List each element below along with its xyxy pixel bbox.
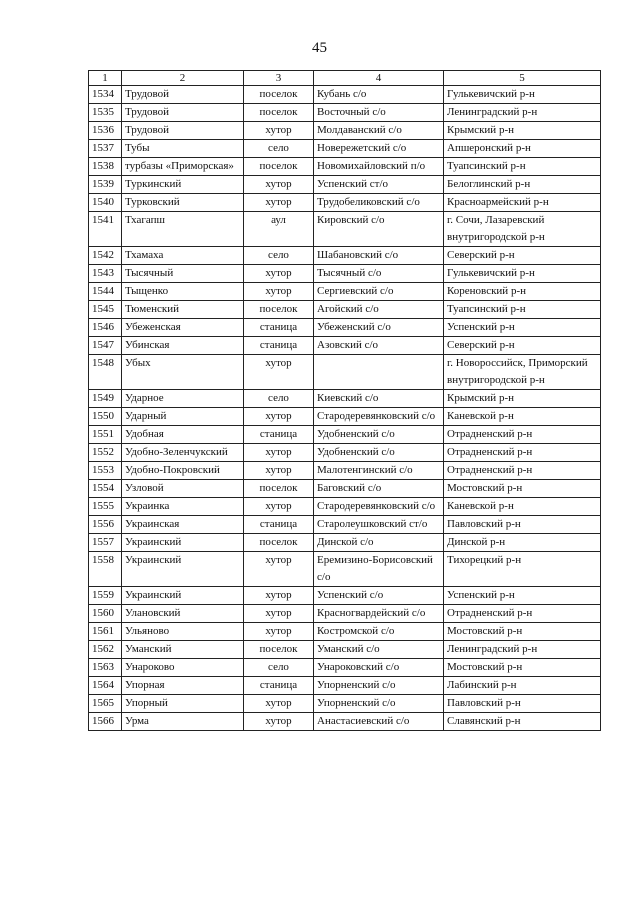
council-cell: Упорненский с/о — [314, 677, 444, 695]
row-number-cell: 1557 — [89, 534, 122, 552]
row-number-cell: 1546 — [89, 319, 122, 337]
district-cell: Северский р-н — [444, 247, 601, 265]
settlement-type-cell: хутор — [244, 444, 314, 462]
council-cell: Еремизино-Борисовский с/о — [314, 552, 444, 587]
row-number-cell: 1564 — [89, 677, 122, 695]
settlement-name-cell: Удобная — [122, 426, 244, 444]
council-cell: Костромской с/о — [314, 623, 444, 641]
council-cell: Новомихайловский п/о — [314, 158, 444, 176]
council-cell: Шабановский с/о — [314, 247, 444, 265]
settlement-name-cell: Убых — [122, 355, 244, 390]
council-cell: Унароковский с/о — [314, 659, 444, 677]
table-row — [89, 677, 601, 695]
row-number-cell: 1547 — [89, 337, 122, 355]
settlement-type-cell: станица — [244, 319, 314, 337]
row-number-cell: 1560 — [89, 605, 122, 623]
row-number-cell: 1544 — [89, 283, 122, 301]
settlement-type-cell: хутор — [244, 265, 314, 283]
council-cell: Успенский ст/о — [314, 176, 444, 194]
council-cell: Агойский с/о — [314, 301, 444, 319]
row-number-cell: 1554 — [89, 480, 122, 498]
settlement-type-cell: хутор — [244, 283, 314, 301]
table-row — [89, 176, 601, 194]
table-row — [89, 140, 601, 158]
district-cell: Красноармейский р-н — [444, 194, 601, 212]
row-number-cell: 1550 — [89, 408, 122, 426]
table-row — [89, 498, 601, 516]
column-header: 1 — [89, 71, 122, 86]
district-cell: Гулькевичский р-н — [444, 265, 601, 283]
district-cell: Павловский р-н — [444, 516, 601, 534]
settlement-name-cell: Ульяново — [122, 623, 244, 641]
table-row — [89, 122, 601, 140]
settlement-name-cell: Ударный — [122, 408, 244, 426]
table-row — [89, 247, 601, 265]
column-header: 4 — [314, 71, 444, 86]
row-number-cell: 1549 — [89, 390, 122, 408]
settlement-name-cell: Убинская — [122, 337, 244, 355]
settlement-type-cell: поселок — [244, 534, 314, 552]
settlement-type-cell: село — [244, 659, 314, 677]
district-cell: Отрадненский р-н — [444, 444, 601, 462]
column-header: 5 — [444, 71, 601, 86]
council-cell: Стародеревянковский с/о — [314, 498, 444, 516]
district-cell: Каневской р-н — [444, 498, 601, 516]
settlement-name-cell: Тхамаха — [122, 247, 244, 265]
district-cell: Мостовский р-н — [444, 623, 601, 641]
council-cell: Тысячный с/о — [314, 265, 444, 283]
settlement-type-cell: хутор — [244, 623, 314, 641]
table-row — [89, 659, 601, 677]
settlement-name-cell: Украинская — [122, 516, 244, 534]
district-cell: Туапсинский р-н — [444, 158, 601, 176]
council-cell: Азовский с/о — [314, 337, 444, 355]
settlement-name-cell: Уманский — [122, 641, 244, 659]
district-cell: г. Сочи, Лазаревский внутригородской р-н — [444, 212, 601, 247]
district-cell: Ленинградский р-н — [444, 641, 601, 659]
settlement-type-cell: хутор — [244, 587, 314, 605]
council-cell: Баговский с/о — [314, 480, 444, 498]
settlement-type-cell: хутор — [244, 695, 314, 713]
settlement-name-cell: турбазы «Приморская» — [122, 158, 244, 176]
settlement-name-cell: Удобно-Зеленчукский — [122, 444, 244, 462]
settlement-type-cell: поселок — [244, 301, 314, 319]
settlement-type-cell: хутор — [244, 552, 314, 587]
council-cell: Стародеревянковский с/о — [314, 408, 444, 426]
row-number-cell: 1543 — [89, 265, 122, 283]
row-number-cell: 1562 — [89, 641, 122, 659]
district-cell: Северский р-н — [444, 337, 601, 355]
row-number-cell: 1563 — [89, 659, 122, 677]
settlement-type-cell: поселок — [244, 104, 314, 122]
settlement-name-cell: Упорный — [122, 695, 244, 713]
table-row — [89, 641, 601, 659]
settlement-name-cell: Трудовой — [122, 122, 244, 140]
settlement-type-cell: хутор — [244, 355, 314, 390]
table-row — [89, 408, 601, 426]
settlement-name-cell: Удобно-Покровский — [122, 462, 244, 480]
settlement-type-cell: село — [244, 247, 314, 265]
district-cell: Мостовский р-н — [444, 480, 601, 498]
settlement-type-cell: станица — [244, 337, 314, 355]
table-row — [89, 283, 601, 301]
table-row — [89, 713, 601, 731]
settlement-type-cell: хутор — [244, 408, 314, 426]
council-cell: Успенский с/о — [314, 587, 444, 605]
settlement-name-cell: Тюменский — [122, 301, 244, 319]
district-cell: Белоглинский р-н — [444, 176, 601, 194]
council-cell — [314, 355, 444, 390]
district-cell: Апшеронский р-н — [444, 140, 601, 158]
district-cell: Динской р-н — [444, 534, 601, 552]
council-cell: Кировский с/о — [314, 212, 444, 247]
row-number-cell: 1551 — [89, 426, 122, 444]
district-cell: Каневской р-н — [444, 408, 601, 426]
settlement-name-cell: Тыщенко — [122, 283, 244, 301]
settlement-type-cell: поселок — [244, 158, 314, 176]
table-row — [89, 462, 601, 480]
table-row — [89, 337, 601, 355]
settlement-type-cell: поселок — [244, 86, 314, 104]
settlement-name-cell: Урма — [122, 713, 244, 731]
row-number-cell: 1536 — [89, 122, 122, 140]
settlement-type-cell: хутор — [244, 713, 314, 731]
settlement-name-cell: Трудовой — [122, 86, 244, 104]
table-row — [89, 587, 601, 605]
table-row — [89, 319, 601, 337]
council-cell: Малотенгинский с/о — [314, 462, 444, 480]
settlement-name-cell: Тысячный — [122, 265, 244, 283]
table-row — [89, 444, 601, 462]
council-cell: Трудобеликовский с/о — [314, 194, 444, 212]
row-number-cell: 1553 — [89, 462, 122, 480]
settlements-table — [88, 70, 601, 731]
district-cell: Отрадненский р-н — [444, 462, 601, 480]
district-cell: Гулькевичский р-н — [444, 86, 601, 104]
row-number-cell: 1555 — [89, 498, 122, 516]
council-cell: Анастасиевский с/о — [314, 713, 444, 731]
settlement-type-cell: село — [244, 390, 314, 408]
settlement-type-cell: хутор — [244, 605, 314, 623]
settlement-name-cell: Упорная — [122, 677, 244, 695]
row-number-cell: 1556 — [89, 516, 122, 534]
table-row — [89, 605, 601, 623]
council-cell: Молдаванский с/о — [314, 122, 444, 140]
settlement-type-cell: поселок — [244, 641, 314, 659]
settlement-name-cell: Унароково — [122, 659, 244, 677]
column-header: 3 — [244, 71, 314, 86]
settlement-type-cell: хутор — [244, 122, 314, 140]
table-row — [89, 480, 601, 498]
row-number-cell: 1537 — [89, 140, 122, 158]
table-row — [89, 695, 601, 713]
column-header: 2 — [122, 71, 244, 86]
table-row — [89, 104, 601, 122]
settlement-name-cell: Ударное — [122, 390, 244, 408]
table-row — [89, 194, 601, 212]
table-header-row — [89, 71, 601, 86]
district-cell: Мостовский р-н — [444, 659, 601, 677]
table-row — [89, 86, 601, 104]
district-cell: Успенский р-н — [444, 587, 601, 605]
settlement-name-cell: Тубы — [122, 140, 244, 158]
row-number-cell: 1535 — [89, 104, 122, 122]
council-cell: Динской с/о — [314, 534, 444, 552]
district-cell: Кореновский р-н — [444, 283, 601, 301]
settlement-name-cell: Трудовой — [122, 104, 244, 122]
row-number-cell: 1540 — [89, 194, 122, 212]
settlement-type-cell: станица — [244, 426, 314, 444]
district-cell: Успенский р-н — [444, 319, 601, 337]
settlement-type-cell: станица — [244, 677, 314, 695]
row-number-cell: 1539 — [89, 176, 122, 194]
settlement-type-cell: хутор — [244, 498, 314, 516]
row-number-cell: 1552 — [89, 444, 122, 462]
district-cell: Ленинградский р-н — [444, 104, 601, 122]
district-cell: Отрадненский р-н — [444, 426, 601, 444]
row-number-cell: 1545 — [89, 301, 122, 319]
settlement-type-cell: хутор — [244, 176, 314, 194]
row-number-cell: 1559 — [89, 587, 122, 605]
table-row — [89, 426, 601, 444]
row-number-cell: 1541 — [89, 212, 122, 247]
settlement-name-cell: Убеженская — [122, 319, 244, 337]
table-row — [89, 158, 601, 176]
row-number-cell: 1561 — [89, 623, 122, 641]
table-row — [89, 390, 601, 408]
council-cell: Удобненский с/о — [314, 444, 444, 462]
row-number-cell: 1542 — [89, 247, 122, 265]
settlement-type-cell: аул — [244, 212, 314, 247]
district-cell: Крымский р-н — [444, 390, 601, 408]
row-number-cell: 1538 — [89, 158, 122, 176]
district-cell: Тихорецкий р-н — [444, 552, 601, 587]
council-cell: Кубань с/о — [314, 86, 444, 104]
settlement-name-cell: Украинский — [122, 534, 244, 552]
table-row — [89, 355, 601, 390]
district-cell: Павловский р-н — [444, 695, 601, 713]
council-cell: Красногвардейский с/о — [314, 605, 444, 623]
table-row — [89, 212, 601, 247]
row-number-cell: 1566 — [89, 713, 122, 731]
row-number-cell: 1558 — [89, 552, 122, 587]
table-row — [89, 516, 601, 534]
council-cell: Удобненский с/о — [314, 426, 444, 444]
district-cell: Туапсинский р-н — [444, 301, 601, 319]
table-body — [89, 86, 601, 731]
settlement-type-cell: хутор — [244, 462, 314, 480]
council-cell: Убеженский с/о — [314, 319, 444, 337]
settlement-name-cell: Украинка — [122, 498, 244, 516]
settlement-name-cell: Узловой — [122, 480, 244, 498]
district-cell: Лабинский р-н — [444, 677, 601, 695]
table-row — [89, 301, 601, 319]
settlement-type-cell: хутор — [244, 194, 314, 212]
settlement-name-cell: Тхагапш — [122, 212, 244, 247]
settlement-type-cell: поселок — [244, 480, 314, 498]
row-number-cell: 1534 — [89, 86, 122, 104]
settlement-name-cell: Турковский — [122, 194, 244, 212]
council-cell: Новережетский с/о — [314, 140, 444, 158]
council-cell: Старолеушковский ст/о — [314, 516, 444, 534]
council-cell: Сергиевский с/о — [314, 283, 444, 301]
table-row — [89, 552, 601, 587]
council-cell: Киевский с/о — [314, 390, 444, 408]
row-number-cell: 1548 — [89, 355, 122, 390]
table-row — [89, 534, 601, 552]
settlement-type-cell: село — [244, 140, 314, 158]
council-cell: Уманский с/о — [314, 641, 444, 659]
district-cell: Крымский р-н — [444, 122, 601, 140]
district-cell: Отрадненский р-н — [444, 605, 601, 623]
settlement-name-cell: Улановский — [122, 605, 244, 623]
settlement-name-cell: Украинский — [122, 552, 244, 587]
council-cell: Восточный с/о — [314, 104, 444, 122]
district-cell: Славянский р-н — [444, 713, 601, 731]
row-number-cell: 1565 — [89, 695, 122, 713]
settlement-type-cell: станица — [244, 516, 314, 534]
page-number: 45 — [312, 40, 327, 56]
table-row — [89, 265, 601, 283]
district-cell: г. Новороссийск, Приморский внутригородской р-н — [444, 355, 601, 390]
settlement-name-cell: Туркинский — [122, 176, 244, 194]
council-cell: Упорненский с/о — [314, 695, 444, 713]
table-row — [89, 623, 601, 641]
settlement-name-cell: Украинский — [122, 587, 244, 605]
